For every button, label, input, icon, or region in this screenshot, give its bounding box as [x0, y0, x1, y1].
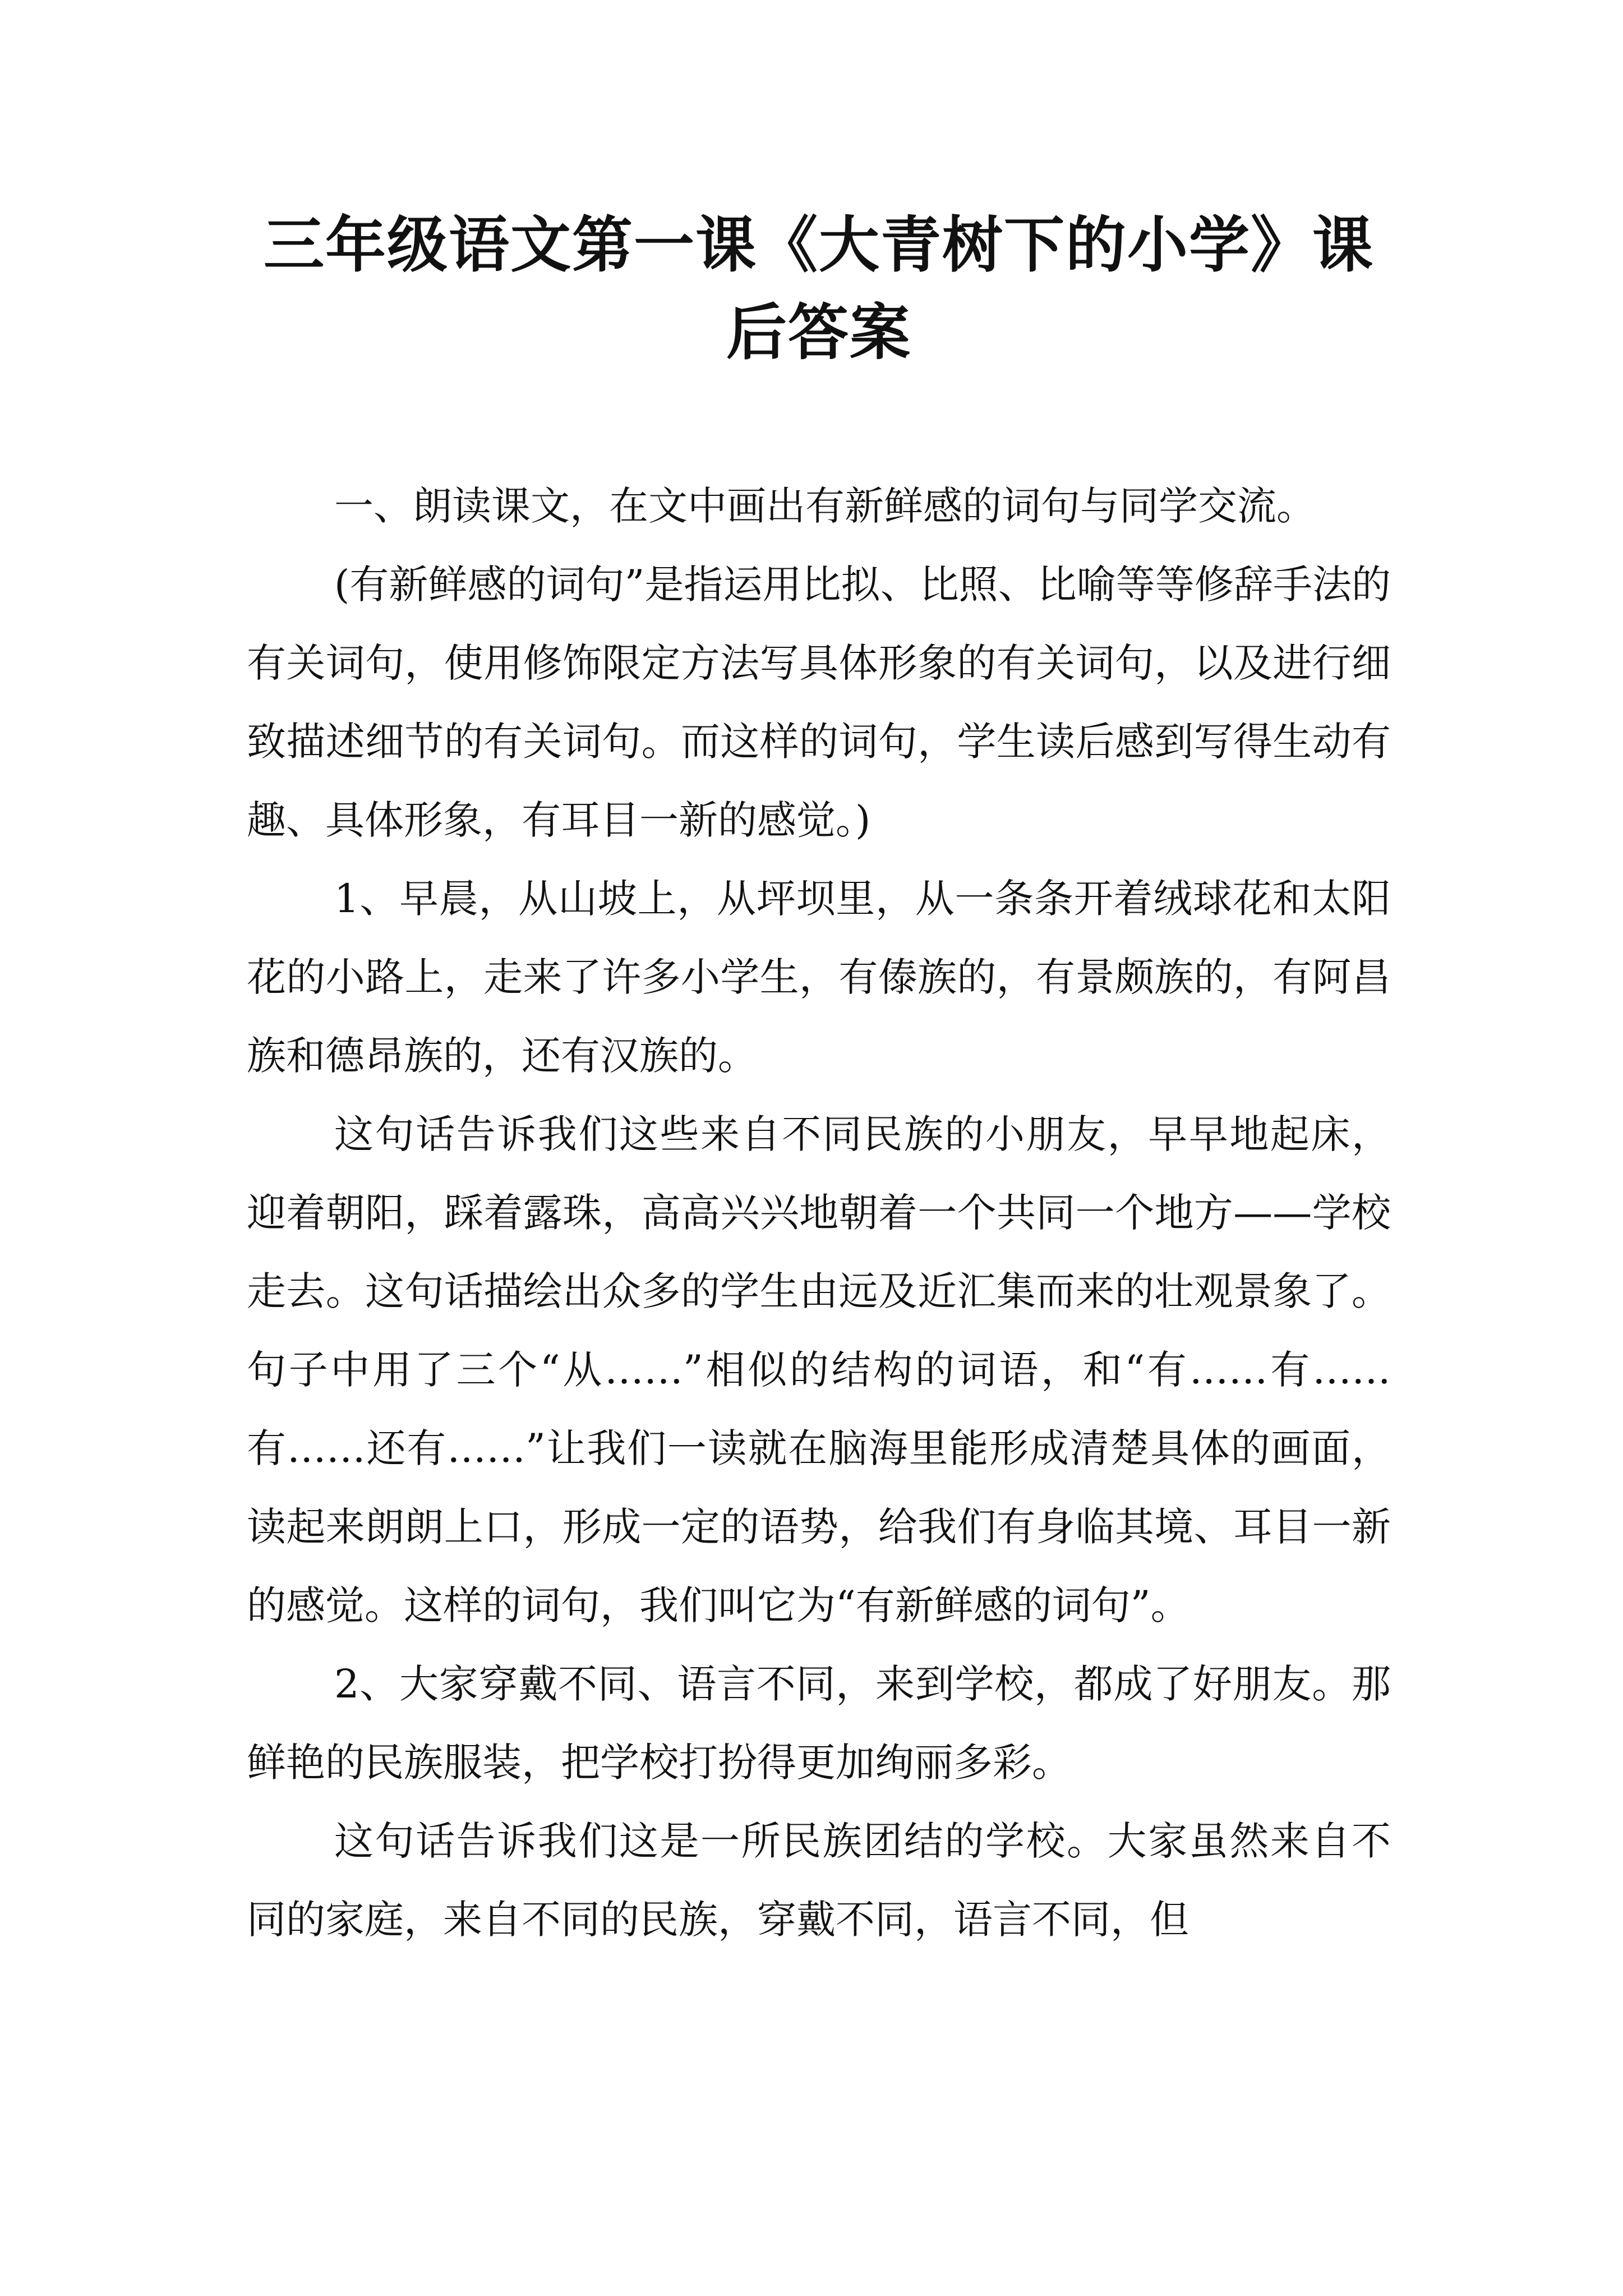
paragraph-example-2: 2、大家穿戴不同、语言不同，来到学校，都成了好朋友。那鲜艳的民族服装，把学校打扮得更加绚丽多彩。	[247, 1661, 1391, 1786]
document-body	[247, 467, 1391, 1959]
paragraph-analysis-1: 这句话告诉我们这些来自不同民族的小朋友，早早地起床，迎着朝阳，踩着露珠，高高兴兴地朝着一个共同一个地方——学校走去。这句话描绘出众多的学生由远及近汇集而来的壮观景象了。句子中用了三个“从……”相似的结构的词语，和“有……有……有……还有……”让我们一读就在脑海里能形成清楚具体的画面，读起来朗朗上口，形成一定的语势，给我们有身临其境、耳目一新的感觉。这样的词句，我们叫它为“有新鲜感的词句”。	[247, 1111, 1391, 1628]
document-title: 三年级语文第一课《大青树下的小学》课后答案	[263, 210, 1374, 368]
paragraph-example-1: 1、早晨，从山坡上，从坪坝里，从一条条开着绒球花和太阳花的小路上，走来了许多小学生，有傣族的，有景颇族的，有阿昌族和德昂族的，还有汉族的。	[247, 876, 1391, 1079]
paragraph-explanation: (有新鲜感的词句”是指运用比拟、比照、比喻等等修辞手法的有关词句，使用修饰限定方法写具体形象的有关词句，以及进行细致描述细节的有关词句。而这样的词句，学生读后感到写得生动有趣、具体形象，有耳目一新的感觉。)	[247, 562, 1391, 843]
paragraph-analysis-2: 这句话告诉我们这是一所民族团结的学校。大家虽然来自不同的家庭，来自不同的民族，穿戴不同，语言不同，但	[247, 1818, 1391, 1943]
paragraph-question-1: 一、朗读课文，在文中画出有新鲜感的词句与同学交流。	[334, 483, 1316, 529]
